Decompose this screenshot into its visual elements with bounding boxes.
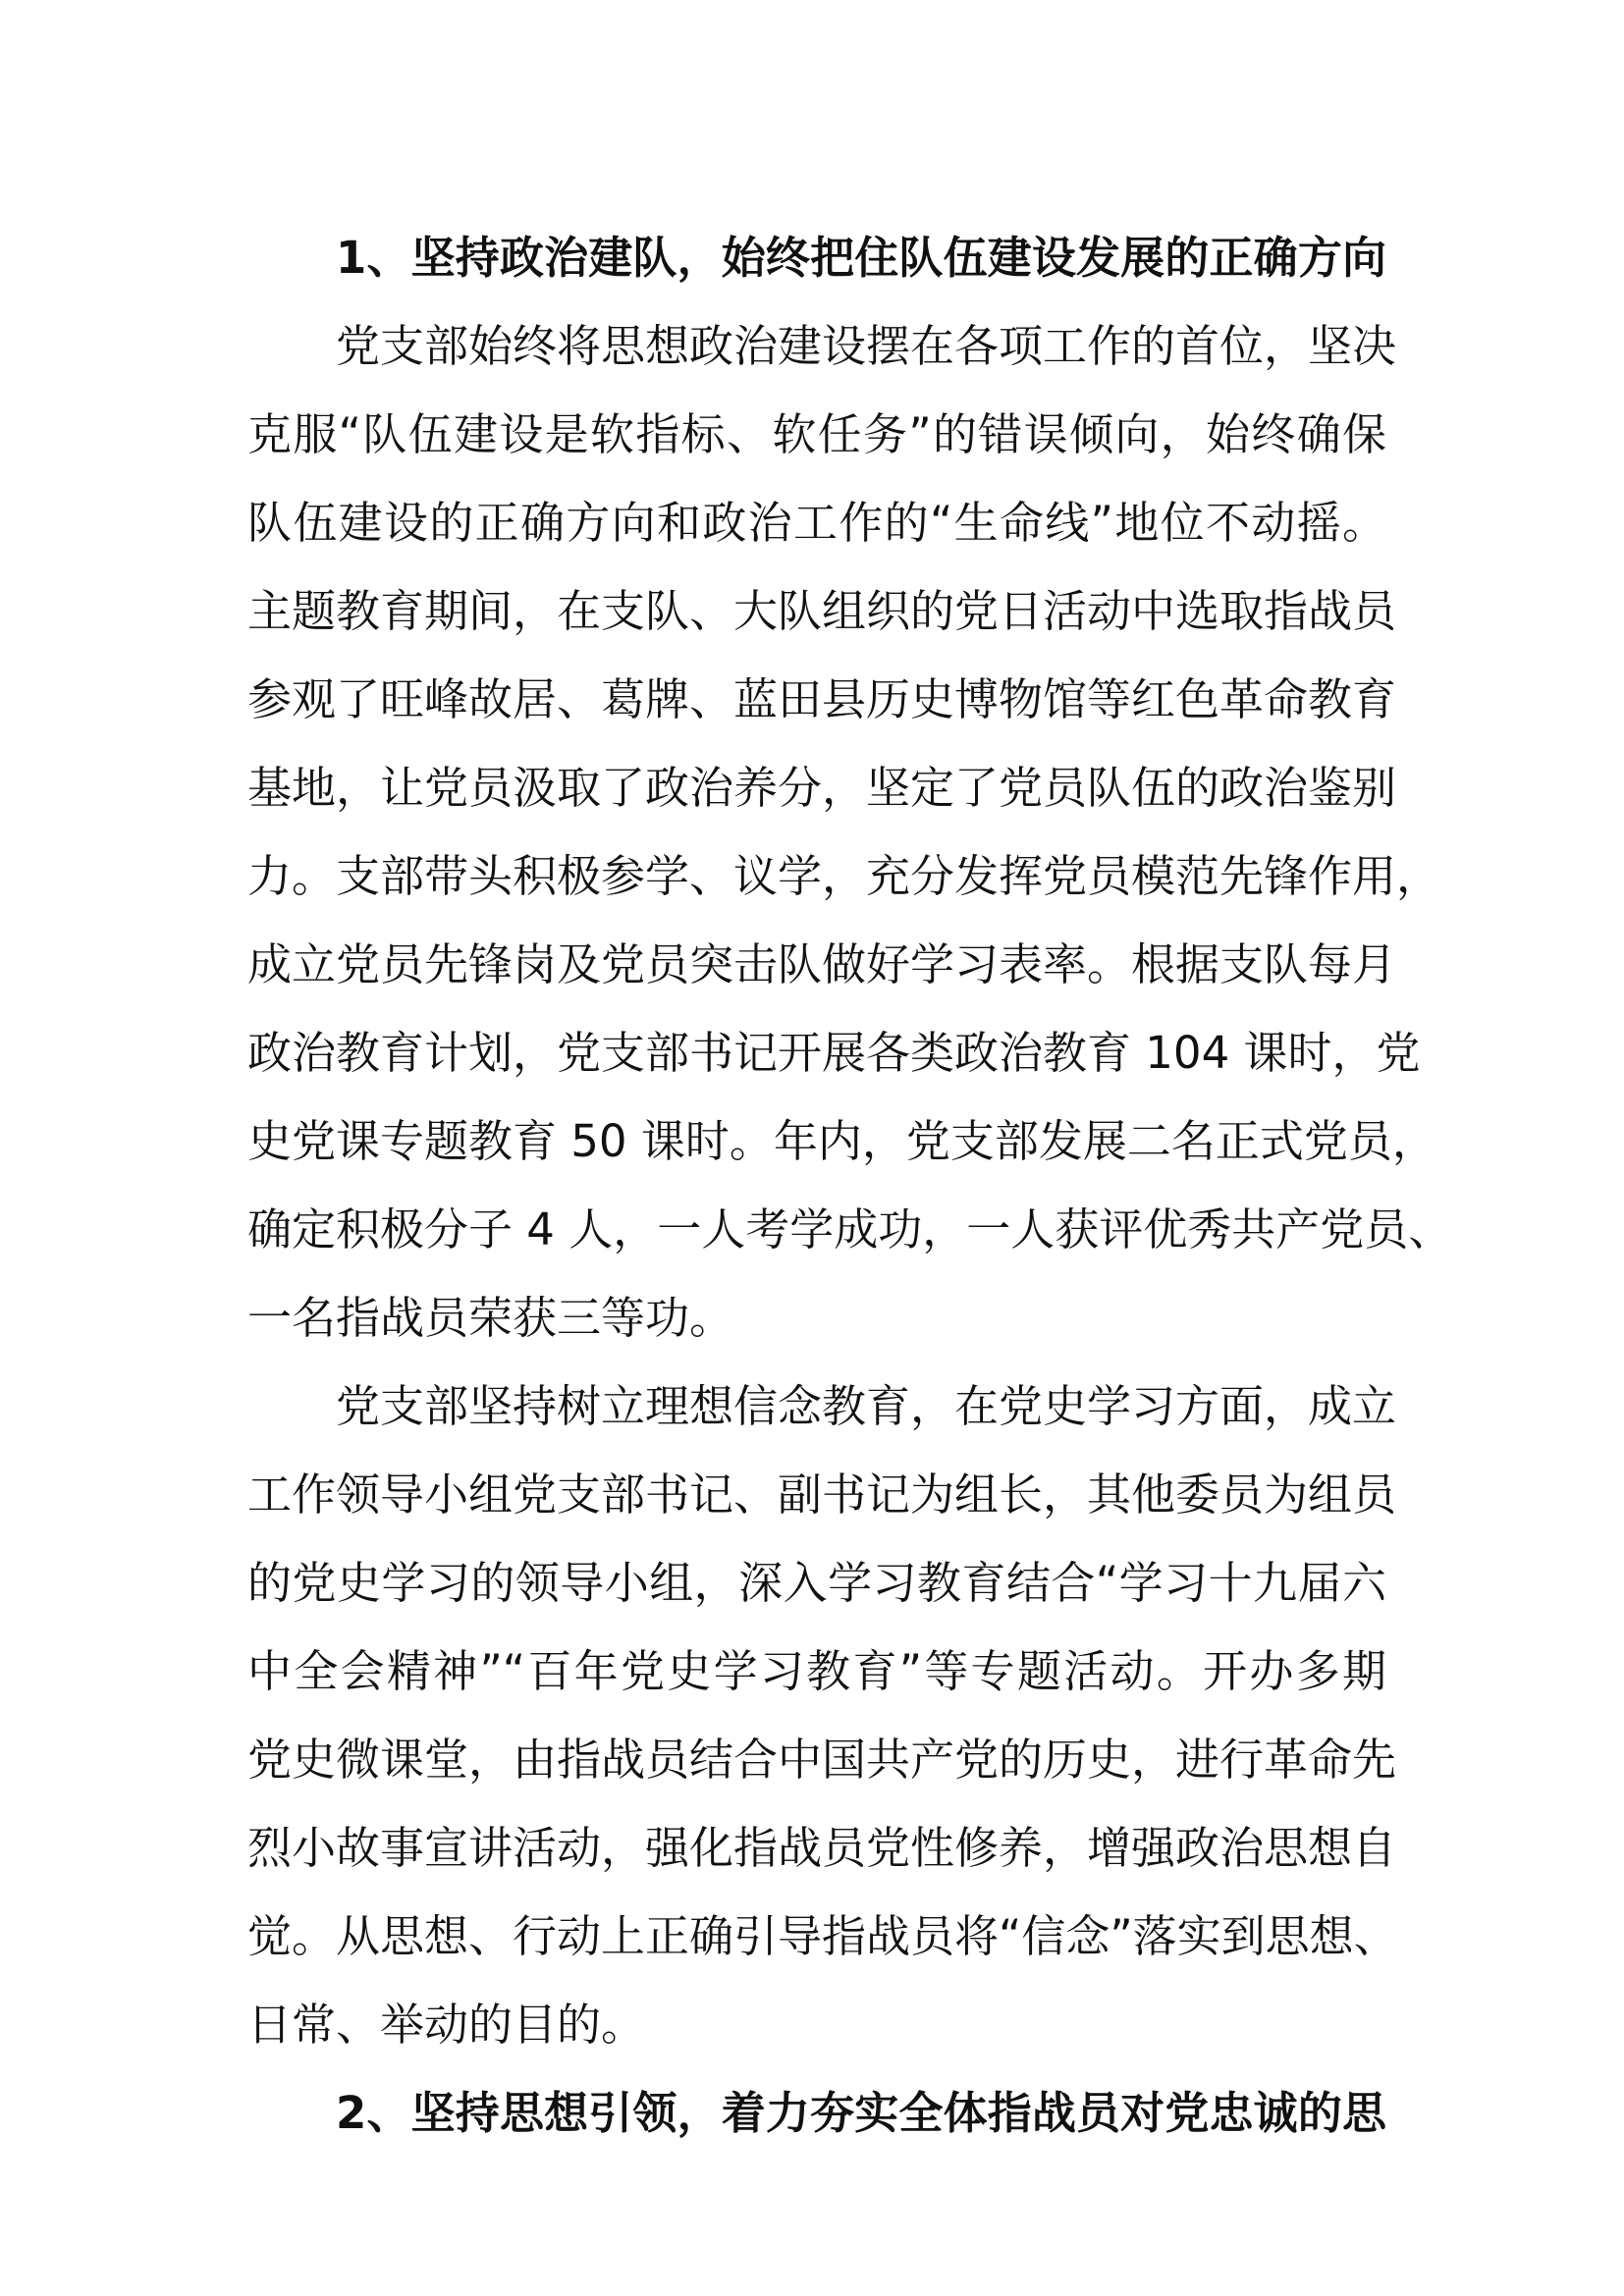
paragraph-1-line-3: 队伍建设的正确方向和政治工作的“生命线”地位不动摇。 (247, 497, 1386, 549)
paragraph-1-line-9: 政治教育计划，党支部书记开展各类政治教育 104 课时，党 (247, 1027, 1421, 1079)
paragraph-1-line-12: 一名指战员荣获三等功。 (247, 1292, 734, 1344)
paragraph-1-line-10: 史党课专题教育 50 课时。年内，党支部发展二名正式党员， (247, 1115, 1436, 1167)
paragraph-2-line-5: 党史微课堂，由指战员结合中国共产党的历史，进行革命先 (247, 1734, 1397, 1786)
paragraph-2-line-6: 烈小故事宣讲活动，强化指战员党性修养，增强政治思想自 (247, 1822, 1397, 1874)
paragraph-1-line-1: 党支部始终将思想政治建设摆在各项工作的首位，坚决 (336, 320, 1397, 372)
paragraph-2-line-4: 中全会精神”“百年党史学习教育”等专题活动。开办多期 (247, 1645, 1386, 1697)
paragraph-1-line-8: 成立党员先锋岗及党员突击队做好学习表率。根据支队每月 (247, 938, 1397, 990)
section-heading-2: 2、坚持思想引领，着力夯实全体指战员对党忠诚的思 (336, 2087, 1386, 2139)
paragraph-1-line-4: 主题教育期间，在支队、大队组织的党日活动中选取指战员 (247, 585, 1397, 637)
paragraph-2-line-1: 党支部坚持树立理想信念教育，在党史学习方面，成立 (336, 1380, 1397, 1432)
paragraph-1-line-5: 参观了旺峰故居、葛牌、蓝田县历史博物馆等红色革命教育 (247, 673, 1397, 725)
section-heading-1: 1、坚持政治建队，始终把住队伍建设发展的正确方向 (336, 232, 1386, 284)
paragraph-1-line-2: 克服“队伍建设是软指标、软任务”的错误倾向，始终确保 (247, 408, 1386, 460)
paragraph-2-line-7: 觉。从思想、行动上正确引导指战员将“信念”落实到思想、 (247, 1910, 1398, 1962)
paragraph-1-line-6: 基地，让党员汲取了政治养分，坚定了党员队伍的政治鉴别 (247, 762, 1397, 814)
paragraph-1-line-11: 确定积极分子 4 人，一人考学成功，一人获评优秀共产党员、 (247, 1203, 1453, 1255)
paragraph-2-line-2: 工作领导小组党支部书记、副书记为组长，其他委员为组员 (247, 1468, 1397, 1521)
paragraph-1-line-7: 力。支部带头积极参学、议学，充分发挥党员模范先锋作用， (247, 850, 1441, 902)
paragraph-2-line-3: 的党史学习的领导小组，深入学习教育结合“学习十九届六 (247, 1557, 1386, 1609)
paragraph-2-line-8: 日常、举动的目的。 (247, 1999, 646, 2051)
